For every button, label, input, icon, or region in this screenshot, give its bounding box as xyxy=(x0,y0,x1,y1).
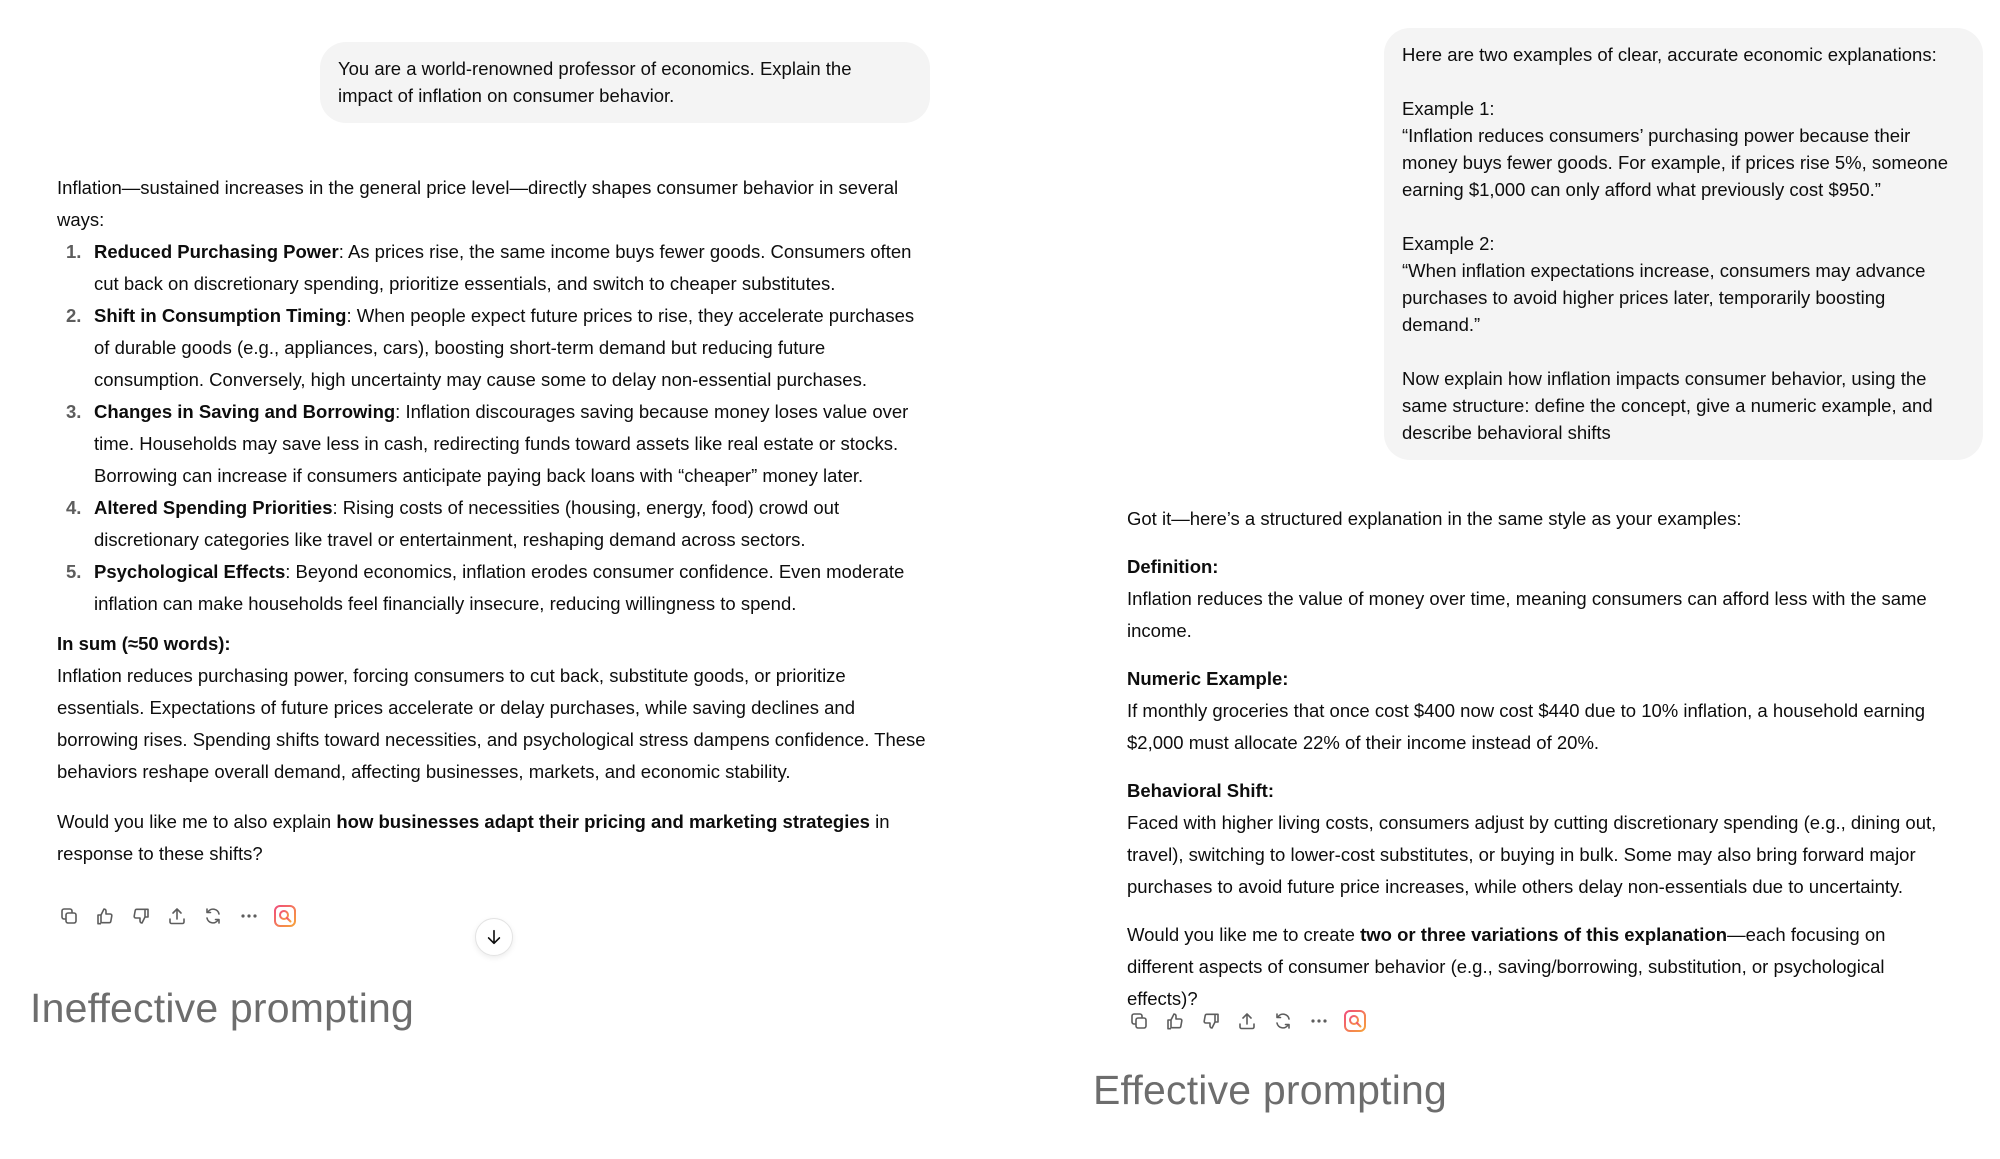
followup-question xyxy=(57,806,927,870)
response-intro: Inflation—sustained increases in the general price level—directly shapes consumer behavior in several ways: xyxy=(57,177,899,230)
followup-text: in response to these shifts? xyxy=(57,811,890,864)
assistant-response xyxy=(1127,503,1957,1015)
caption-ineffective: Ineffective prompting xyxy=(30,985,415,1031)
list-item-text: : Beyond economics, inflation erodes consumer confidence. Even moderate inflation can make households feel financially insecure, reducing willingness to spend. xyxy=(94,561,905,614)
behavior-heading: Behavioral Shift: xyxy=(1127,780,1274,801)
caption-effective: Effective prompting xyxy=(1093,1067,1448,1113)
list-item xyxy=(94,492,927,556)
followup-text: —each focusing on different aspects of consumer behavior (e.g., saving/borrowing, substitution, or psychological effects)? xyxy=(1127,924,1886,1009)
assistant-response xyxy=(57,172,927,870)
list-item-text: : Inflation discourages saving because money loses value over time. Households may save less in cash, redirecting funds toward assets like real estate or stocks. Borrowing can increase if consumers anticipate paying back loans with “cheaper” money later. xyxy=(94,401,909,486)
arrow-down-icon xyxy=(485,928,503,946)
section-heading xyxy=(1127,775,1957,807)
response-intro: Got it—here’s a structured explanation in the same style as your examples: xyxy=(1127,508,1742,529)
thumbs-up-icon[interactable] xyxy=(1163,1009,1187,1033)
sum-heading xyxy=(57,628,927,660)
effective-prompting-panel xyxy=(1080,0,2000,1159)
followup-question xyxy=(1127,919,1957,1015)
ineffective-prompting-panel xyxy=(0,0,960,1159)
followup-text: Would you like me to also explain xyxy=(57,811,337,832)
list-item xyxy=(94,556,927,620)
numbered-list xyxy=(57,236,927,620)
list-item-text: : Rising costs of necessities (housing, energy, food) crowd out discretionary categories like travel or entertainment, reshaping demand across sectors. xyxy=(94,497,840,550)
more-icon[interactable] xyxy=(237,904,261,928)
copy-icon[interactable] xyxy=(1127,1009,1151,1033)
numeric-heading: Numeric Example: xyxy=(1127,668,1289,689)
numeric-text: If monthly groceries that once cost $400 now cost $440 due to 10% inflation, a household earning $2,000 must allocate 22% of their income instead of 20%. xyxy=(1127,700,1926,753)
followup-text: Would you like me to create xyxy=(1127,924,1361,945)
message-actions xyxy=(57,904,297,928)
sum-text: Inflation reduces purchasing power, forcing consumers to cut back, substitute goods, or prioritize essentials. Expectations of future prices accelerate or delay purchases, while saving declines and borrowing rises. Spending shifts toward necessities, and psychological stress dampens confidence. These behaviors reshape overall demand, affecting businesses, markets, and economic stability. xyxy=(57,665,926,782)
example-text: “When inflation expectations increase, consumers may advance purchases to avoid higher prices later, temporarily boosting demand.” xyxy=(1402,260,1926,335)
definition-text: Inflation reduces the value of money over time, meaning consumers can afford less with the same income. xyxy=(1127,588,1927,641)
search-badge-icon[interactable] xyxy=(1343,1009,1367,1033)
list-item-title: Changes in Saving and Borrowing xyxy=(94,401,396,422)
list-item-text: : When people expect future prices to rise, they accelerate purchases of durable goods (e.g., appliances, cars), boosting short-term demand but reducing future consumption. Conversely, high uncertainty may cause some to delay non-essential purchases. xyxy=(94,305,915,390)
regenerate-icon[interactable] xyxy=(1271,1009,1295,1033)
thumbs-up-icon[interactable] xyxy=(93,904,117,928)
example-label: Example 2: xyxy=(1402,233,1495,254)
user-instruction: Now explain how inflation impacts consumer behavior, using the same structure: define the concept, give a numeric example, and describe behavioral shifts xyxy=(1402,368,1933,443)
behavior-text: Faced with higher living costs, consumers adjust by cutting discretionary spending (e.g., dining out, travel), switching to lower-cost substitutes, or buying in bulk. Some may also bring forward major purchases to avoid future price increases, while others delay non-essentials due to uncertainty. xyxy=(1127,812,1937,897)
more-icon[interactable] xyxy=(1307,1009,1331,1033)
followup-bold: how businesses adapt their pricing and marketing strategies xyxy=(336,811,870,832)
sum-heading-text: In sum (≈50 words): xyxy=(57,633,231,654)
list-item-text: : As prices rise, the same income buys fewer goods. Consumers often cut back on discretionary spending, prioritize essentials, and switch to cheaper substitutes. xyxy=(94,241,912,294)
share-icon[interactable] xyxy=(1235,1009,1259,1033)
example-label: Example 1: xyxy=(1402,98,1495,119)
scroll-to-bottom-button[interactable] xyxy=(475,918,513,956)
list-item xyxy=(94,396,927,492)
thumbs-down-icon[interactable] xyxy=(1199,1009,1223,1033)
list-item xyxy=(94,300,927,396)
message-actions xyxy=(1127,1009,1367,1033)
definition-heading: Definition: xyxy=(1127,556,1219,577)
share-icon[interactable] xyxy=(165,904,189,928)
user-prompt-line: You are a world-renowned professor of economics. Explain the xyxy=(338,58,852,79)
user-prompt-intro: Here are two examples of clear, accurate economic explanations: xyxy=(1402,44,1937,65)
section-heading xyxy=(1127,663,1957,695)
user-prompt-line: impact of inflation on consumer behavior. xyxy=(338,85,675,106)
thumbs-down-icon[interactable] xyxy=(129,904,153,928)
list-item-title: Altered Spending Priorities xyxy=(94,497,333,518)
copy-icon[interactable] xyxy=(57,904,81,928)
list-item-title: Psychological Effects xyxy=(94,561,286,582)
search-badge-icon[interactable] xyxy=(273,904,297,928)
user-prompt-bubble xyxy=(320,42,930,123)
list-item-title: Shift in Consumption Timing xyxy=(94,305,347,326)
section-heading xyxy=(1127,551,1957,583)
regenerate-icon[interactable] xyxy=(201,904,225,928)
list-item xyxy=(94,236,927,300)
user-prompt-bubble xyxy=(1384,28,1983,460)
example-text: “Inflation reduces consumers’ purchasing power because their money buys fewer goods. For example, if prices rise 5%, someone earning $1,000 can only afford what previously cost $950.” xyxy=(1402,125,1948,200)
followup-bold: two or three variations of this explanation xyxy=(1360,924,1728,945)
list-item-title: Reduced Purchasing Power xyxy=(94,241,339,262)
